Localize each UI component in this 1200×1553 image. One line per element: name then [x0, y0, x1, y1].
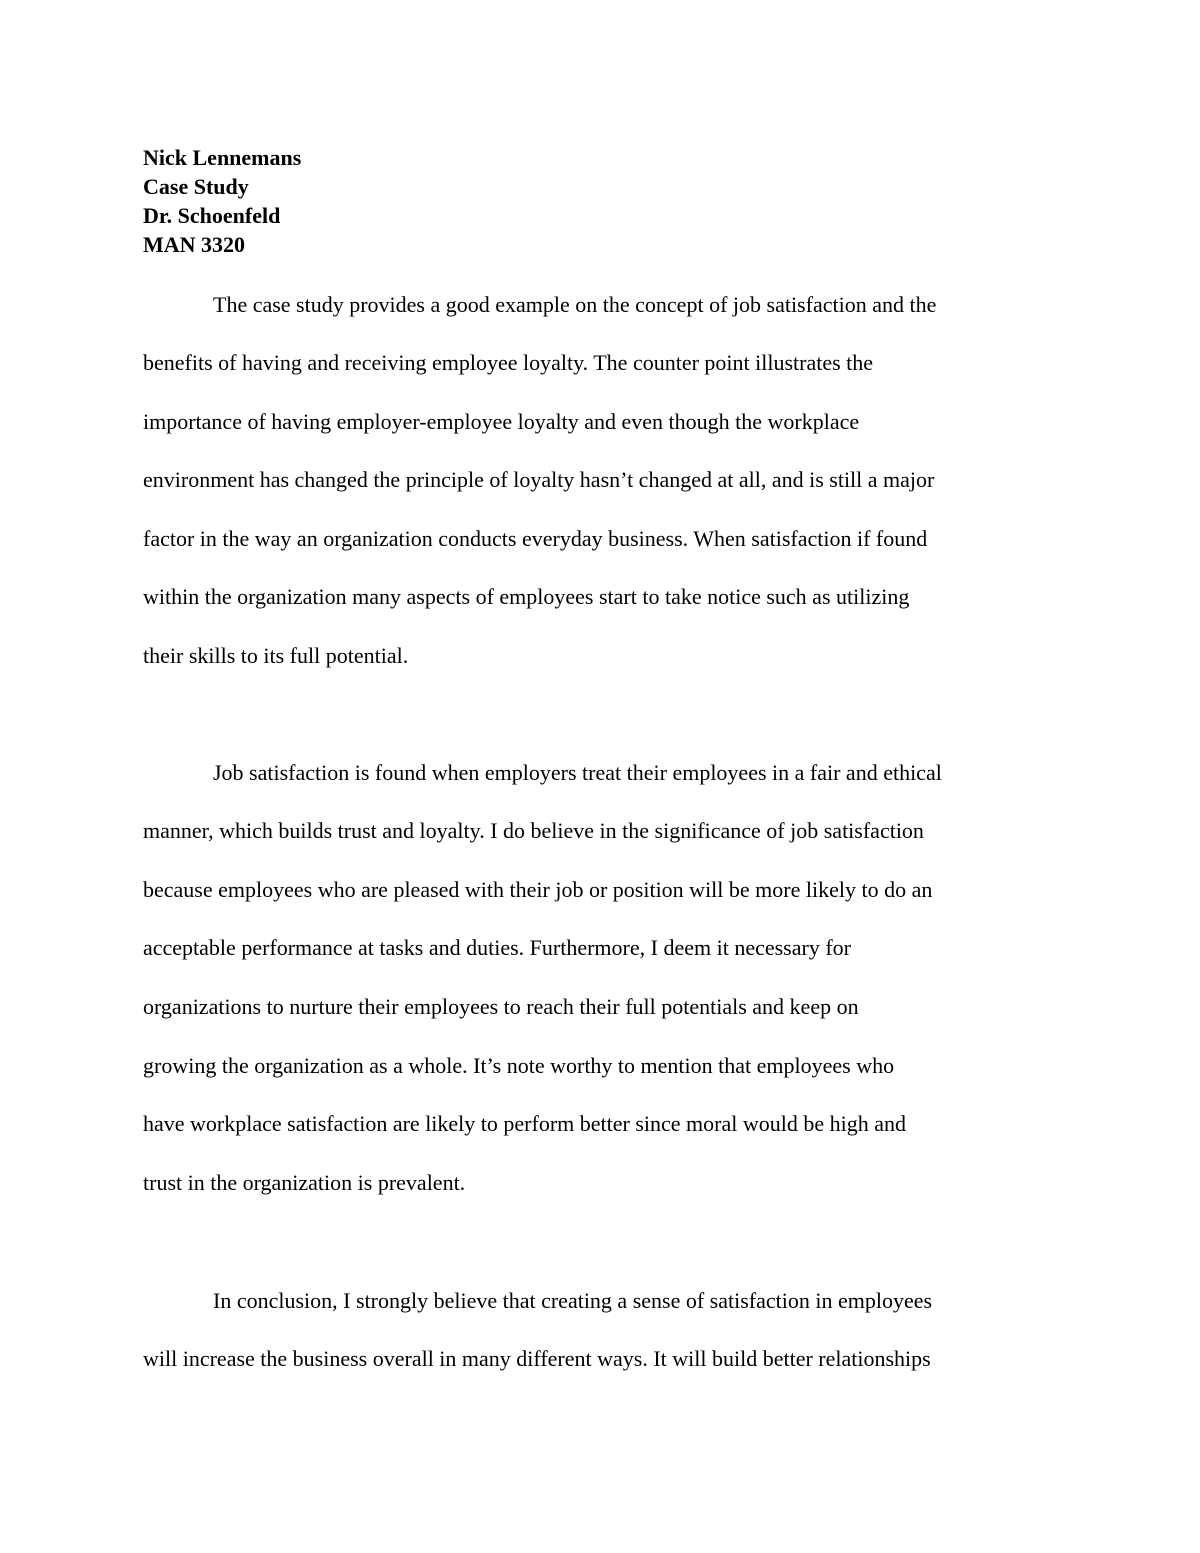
paragraph-1-line: benefits of having and receiving employee loyalty. The counter point illustrates the — [143, 350, 874, 375]
paragraph-1-line: importance of having employer-employee loyalty and even though the workplace — [143, 409, 860, 434]
document-header — [143, 143, 743, 259]
paragraph-2-line: manner, which builds trust and loyalty. I do believe in the significance of job satisfaction — [143, 818, 924, 843]
paragraph-2-line: organizations to nurture their employees to reach their full potentials and keep on — [143, 994, 859, 1019]
paragraph-3-line: will increase the business overall in many different ways. It will build better relationships — [143, 1346, 931, 1371]
paragraph-1-line: The case study provides a good example on the concept of job satisfaction and the — [213, 292, 937, 317]
professor-name: Dr. Schoenfeld — [143, 203, 281, 228]
paragraph-3-line: In conclusion, I strongly believe that creating a sense of satisfaction in employees — [213, 1288, 933, 1313]
paragraph-1-line: within the organization many aspects of employees start to take notice such as utilizing — [143, 584, 910, 609]
paragraph-2-line: trust in the organization is prevalent. — [143, 1170, 466, 1195]
course-code: MAN 3320 — [143, 232, 246, 257]
paragraph-1-line: factor in the way an organization conducts everyday business. When satisfaction if found — [143, 526, 928, 551]
paragraph-2-line: growing the organization as a whole. It’s note worthy to mention that employees who — [143, 1053, 895, 1078]
paragraph-1-line: their skills to its full potential. — [143, 643, 409, 668]
paragraph-2-line: have workplace satisfaction are likely to perform better since moral would be high and — [143, 1111, 907, 1136]
paragraph-2-line: Job satisfaction is found when employers treat their employees in a fair and ethical — [213, 760, 942, 785]
author-name: Nick Lennemans — [143, 145, 302, 170]
paragraph-2-line: because employees who are pleased with their job or position will be more likely to do an — [143, 877, 933, 902]
paragraph-2-line: acceptable performance at tasks and duties. Furthermore, I deem it necessary for — [143, 935, 851, 960]
paragraph-1-line: environment has changed the principle of loyalty hasn’t changed at all, and is still a major — [143, 467, 935, 492]
document-title: Case Study — [143, 174, 249, 199]
